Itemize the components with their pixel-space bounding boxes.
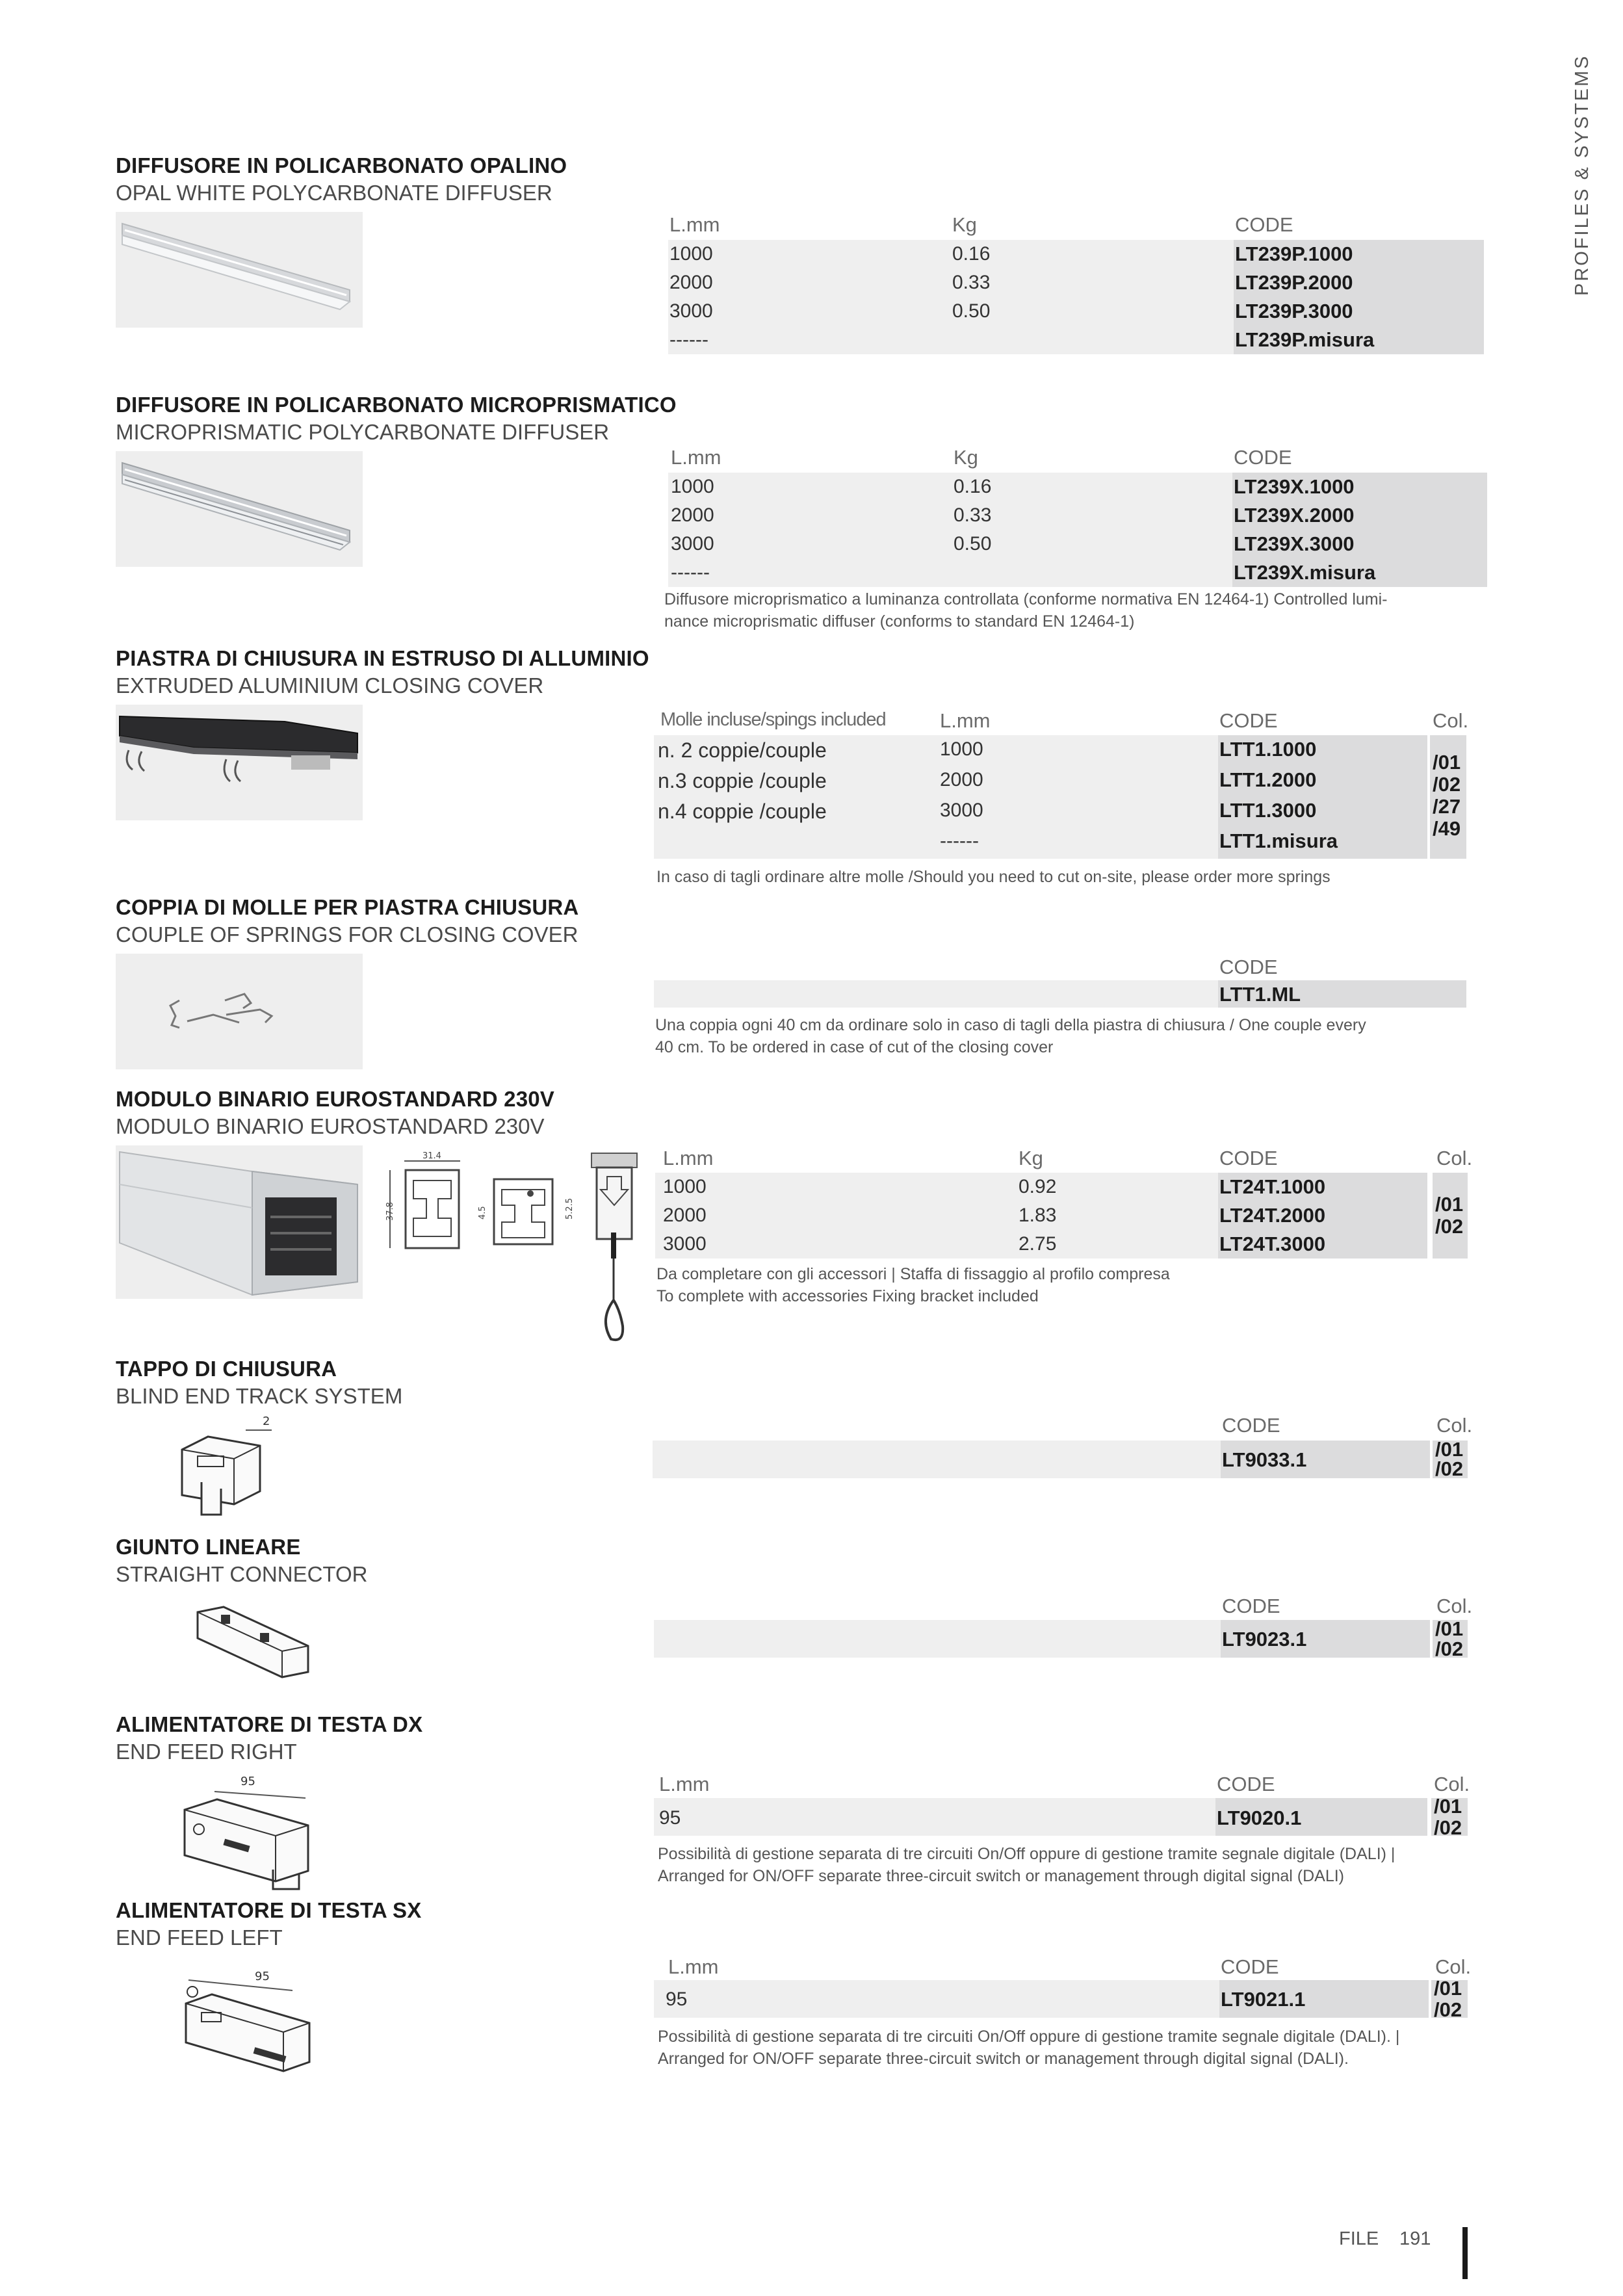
product-code: LT24T.3000 <box>1219 1233 1326 1255</box>
cell-weight: 0.92 <box>1019 1176 1057 1197</box>
cell-weight: 0.50 <box>954 533 992 554</box>
product-code: LTT1.1000 <box>1219 738 1317 761</box>
cell-length: 95 <box>659 1807 681 1829</box>
product-code: LT24T.2000 <box>1219 1204 1326 1227</box>
color-code: /01 <box>1434 1795 1462 1818</box>
cell-length: ------ <box>940 830 979 852</box>
section-subtitle: END FEED LEFT <box>116 1925 283 1950</box>
dim-height: 37.8 <box>385 1202 395 1221</box>
color-code: /02 <box>1434 1816 1462 1839</box>
header-code: CODE <box>1234 446 1292 469</box>
footer-bar <box>1462 2227 1468 2279</box>
color-code: /27 <box>1433 795 1461 818</box>
product-code: LTT1.ML <box>1219 983 1301 1006</box>
product-code: LT239P.1000 <box>1235 242 1353 265</box>
note-text: Arranged for ON/OFF separate three-circuit switch or management through digital signal (DALI). <box>658 2050 1349 2068</box>
side-label: PROFILES & SYSTEMS <box>1572 54 1592 296</box>
blind-end-drawing <box>175 1411 279 1528</box>
section-title: PIASTRA DI CHIUSURA IN ESTRUSO DI ALLUMINIO <box>116 646 649 670</box>
page-number: 191 <box>1399 2228 1431 2249</box>
cell-length: 1000 <box>669 243 713 265</box>
product-code: LT239X.3000 <box>1234 532 1355 555</box>
color-code: /01 <box>1435 1617 1464 1640</box>
color-code: /02 <box>1435 1457 1464 1480</box>
header-code: CODE <box>1235 213 1293 236</box>
header-code: CODE <box>1219 709 1278 732</box>
product-image <box>116 451 363 567</box>
product-image <box>116 1145 363 1299</box>
note-text: Arranged for ON/OFF separate three-circuit switch or management through digital signal (DALI) <box>658 1867 1345 1885</box>
table-body-bg <box>654 1980 1219 2018</box>
note-text: Diffusore microprismatico a luminanza controllata (conforme normativa EN 12464-1) Controlled lumi- <box>664 590 1388 608</box>
cell-length: 1000 <box>671 476 714 497</box>
color-code: /02 <box>1435 1215 1464 1238</box>
note-text: Possibilità di gestione separata di tre circuiti On/Off oppure di gestione tramite segnale digitale (DALI). | <box>658 2028 1400 2046</box>
color-code: /01 <box>1434 1977 1462 2000</box>
color-code: /01 <box>1435 1438 1464 1461</box>
cell-length: 1000 <box>940 738 983 760</box>
section-title: ALIMENTATORE DI TESTA DX <box>116 1712 423 1736</box>
table-body-bg <box>668 473 1232 587</box>
product-code: LTT1.3000 <box>1219 799 1317 822</box>
section-subtitle: MODULO BINARIO EUROSTANDARD 230V <box>116 1114 545 1138</box>
header-code: CODE <box>1221 1955 1279 1978</box>
header-weight: Kg <box>1019 1147 1043 1169</box>
product-code: LT9033.1 <box>1222 1448 1307 1471</box>
cell-springs: n. 2 coppie/couple <box>658 738 827 762</box>
note-text: 40 cm. To be ordered in case of cut of the closing cover <box>655 1038 1054 1056</box>
table-body-bg <box>655 1173 1218 1259</box>
product-code: LT239P.misura <box>1235 328 1375 351</box>
cell-weight: 1.83 <box>1019 1205 1057 1226</box>
header-code: CODE <box>1217 1773 1275 1795</box>
product-image <box>116 954 363 1069</box>
springs-illustration <box>116 954 363 1069</box>
end-feed-left-drawing <box>175 1961 318 2084</box>
product-image <box>116 705 363 820</box>
cell-length: 2000 <box>669 272 713 293</box>
table-body-bg <box>654 1798 1215 1836</box>
note-text: In caso di tagli ordinare altre molle /Should you need to cut on-site, please order more springs <box>656 868 1331 886</box>
note-text: To complete with accessories Fixing bracket included <box>656 1287 1039 1305</box>
header-length: L.mm <box>659 1773 710 1795</box>
color-code: /02 <box>1434 1998 1462 2021</box>
cell-length: 2000 <box>671 504 714 526</box>
microprismatic-diffuser-illustration <box>116 451 363 567</box>
header-color: Col. <box>1436 1147 1473 1169</box>
section-title: COPPIA DI MOLLE PER PIASTRA CHIUSURA <box>116 895 579 919</box>
cell-length: 1000 <box>663 1176 707 1197</box>
product-code: LTT1.misura <box>1219 829 1338 852</box>
header-weight: Kg <box>952 213 977 236</box>
header-length: L.mm <box>669 213 720 236</box>
note-text: Da completare con gli accessori | Staffa di fissaggio al profilo compresa <box>656 1265 1170 1283</box>
cell-weight: 0.16 <box>954 476 992 497</box>
header-code: CODE <box>1222 1414 1280 1437</box>
straight-connector-drawing <box>195 1606 312 1684</box>
cell-length: 3000 <box>669 300 713 322</box>
section-subtitle: END FEED RIGHT <box>116 1740 297 1764</box>
dim-d2: 5.2.5 <box>565 1197 575 1220</box>
cell-length: 3000 <box>663 1233 707 1255</box>
note-text: Possibilità di gestione separata di tre circuiti On/Off oppure di gestione tramite segnale digitale (DALI) | <box>658 1845 1396 1863</box>
section-subtitle: MICROPRISMATIC POLYCARBONATE DIFFUSER <box>116 420 610 444</box>
header-length: L.mm <box>940 709 991 732</box>
table-body-bg <box>654 980 1218 1008</box>
opal-diffuser-illustration <box>116 212 363 328</box>
section-title: DIFFUSORE IN POLICARBONATO OPALINO <box>116 153 567 177</box>
section-title: DIFFUSORE IN POLICARBONATO MICROPRISMATICO <box>116 393 677 417</box>
dim-label: 95 <box>255 1970 270 1983</box>
header-color: Col. <box>1433 709 1469 732</box>
product-code: LT239P.3000 <box>1235 300 1353 322</box>
header-springs: Molle incluse/spings included <box>660 709 886 730</box>
product-code: LT239X.2000 <box>1234 504 1355 527</box>
section-subtitle: EXTRUDED ALUMINIUM CLOSING COVER <box>116 673 544 698</box>
section-title: MODULO BINARIO EUROSTANDARD 230V <box>116 1087 555 1111</box>
dim-width: 31.4 <box>422 1151 441 1161</box>
cell-length: 2000 <box>940 769 983 790</box>
cell-length: 3000 <box>671 533 714 554</box>
header-color: Col. <box>1436 1414 1473 1437</box>
header-length: L.mm <box>671 446 721 469</box>
table-body-bg <box>653 1441 1221 1478</box>
dim-label: 95 <box>240 1775 255 1788</box>
color-code: /01 <box>1433 751 1461 774</box>
color-code: /49 <box>1433 817 1461 840</box>
product-code: LT239P.2000 <box>1235 271 1353 294</box>
product-code: LTT1.2000 <box>1219 768 1317 791</box>
header-color: Col. <box>1436 1595 1473 1617</box>
track-module-illustration <box>116 1145 363 1299</box>
header-weight: Kg <box>954 446 978 469</box>
section-title: TAPPO DI CHIUSURA <box>116 1357 337 1381</box>
cell-length: 2000 <box>663 1205 707 1226</box>
note-text: nance microprismatic diffuser (conforms to standard EN 12464-1) <box>664 612 1135 631</box>
table-body-bg <box>654 1620 1221 1658</box>
product-image <box>116 212 363 328</box>
track-section-drawing <box>377 1151 585 1268</box>
cell-weight: 2.75 <box>1019 1233 1057 1255</box>
color-code: /02 <box>1433 773 1461 796</box>
section-subtitle: OPAL WHITE POLYCARBONATE DIFFUSER <box>116 181 552 205</box>
cell-weight: 0.33 <box>954 504 992 526</box>
end-feed-right-drawing <box>175 1772 318 1896</box>
cell-length: ------ <box>671 562 710 583</box>
product-code: LT239X.1000 <box>1234 475 1355 498</box>
fixing-bracket-drawing <box>585 1151 643 1359</box>
cell-springs: n.3 coppie /couple <box>658 769 827 792</box>
product-code: LT239X.misura <box>1234 561 1376 584</box>
dim-d1: 4.5 <box>478 1206 487 1220</box>
product-code: LT9023.1 <box>1222 1628 1307 1650</box>
product-code: LT9020.1 <box>1217 1807 1302 1829</box>
section-title: GIUNTO LINEARE <box>116 1535 301 1559</box>
color-code: /01 <box>1435 1193 1464 1216</box>
header-length: L.mm <box>663 1147 714 1169</box>
cell-length: 95 <box>666 1989 688 2010</box>
product-code: LT9021.1 <box>1221 1988 1306 2011</box>
note-text: Una coppia ogni 40 cm da ordinare solo in caso di tagli della piastra di chiusura / One couple every <box>655 1016 1366 1034</box>
cell-length: ------ <box>669 329 708 350</box>
section-title: ALIMENTATORE DI TESTA SX <box>116 1898 422 1922</box>
header-color: Col. <box>1434 1773 1470 1795</box>
header-code: CODE <box>1219 1147 1278 1169</box>
cell-weight: 0.33 <box>952 272 991 293</box>
cell-weight: 0.50 <box>952 300 991 322</box>
cell-weight: 0.16 <box>952 243 991 265</box>
cell-length: 3000 <box>940 800 983 821</box>
closing-cover-illustration <box>116 705 363 820</box>
footer-label: FILE <box>1339 2228 1379 2249</box>
section-subtitle: COUPLE OF SPRINGS FOR CLOSING COVER <box>116 922 578 946</box>
color-code: /02 <box>1435 1637 1464 1660</box>
header-length: L.mm <box>668 1955 719 1978</box>
header-code: CODE <box>1219 956 1278 978</box>
table-body-bg <box>668 240 1234 354</box>
section-subtitle: BLIND END TRACK SYSTEM <box>116 1384 403 1408</box>
dim-label: 2 <box>263 1415 270 1428</box>
section-subtitle: STRAIGHT CONNECTOR <box>116 1562 368 1586</box>
product-code: LT24T.1000 <box>1219 1175 1326 1198</box>
header-color: Col. <box>1435 1955 1472 1978</box>
header-code: CODE <box>1222 1595 1280 1617</box>
cell-springs: n.4 coppie /couple <box>658 800 827 823</box>
